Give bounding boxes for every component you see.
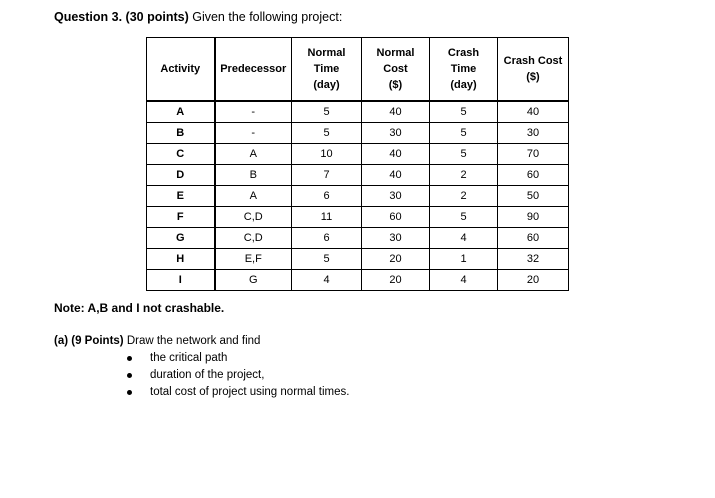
cell-crash-time: 2 <box>430 185 498 206</box>
list-item-text: duration of the project, <box>150 369 265 381</box>
cell-activity: H <box>147 248 215 269</box>
list-item <box>127 350 349 367</box>
cell-activity: A <box>147 101 215 123</box>
header-normal-cost-line: ($) <box>388 78 403 91</box>
part-a-label: (a) (9 Points) <box>54 335 124 347</box>
cell-predecessor: G <box>215 269 292 290</box>
bullet-icon <box>127 390 132 395</box>
list-item-text: the critical path <box>150 352 228 364</box>
cell-normal-cost: 40 <box>362 143 430 164</box>
header-normal-time-line: (day) <box>313 78 340 91</box>
table-row <box>147 143 569 164</box>
cell-crash-time: 4 <box>430 227 498 248</box>
cell-crash-time: 1 <box>430 248 498 269</box>
header-normal-cost-line: Cost <box>383 62 408 75</box>
header-activity: Activity <box>147 38 215 101</box>
header-crash-time-line: Crash <box>447 46 480 59</box>
cell-activity: I <box>147 269 215 290</box>
note-text: Note: A,B and I not crashable. <box>54 301 225 315</box>
cell-normal-time: 10 <box>292 143 362 164</box>
question-title <box>54 10 342 24</box>
cell-predecessor: C,D <box>215 206 292 227</box>
cell-predecessor: - <box>215 122 292 143</box>
cell-normal-time: 5 <box>292 101 362 123</box>
cell-crash-cost: 60 <box>498 164 569 185</box>
header-normal-cost-line: Normal <box>376 46 415 59</box>
cell-crash-cost: 90 <box>498 206 569 227</box>
header-crash-time <box>430 38 498 101</box>
table-row <box>147 206 569 227</box>
cell-activity: C <box>147 143 215 164</box>
cell-crash-cost: 60 <box>498 227 569 248</box>
part-a-list <box>127 350 349 401</box>
cell-normal-time: 5 <box>292 248 362 269</box>
project-table <box>146 37 569 291</box>
cell-crash-cost: 30 <box>498 122 569 143</box>
part-a-text: Draw the network and find <box>123 335 261 347</box>
question-label: Question 3. (30 points) <box>54 10 189 24</box>
table-row <box>147 164 569 185</box>
header-crash-time-line: Time <box>450 62 477 75</box>
header-normal-time <box>292 38 362 101</box>
list-item <box>127 384 349 401</box>
cell-crash-cost: 20 <box>498 269 569 290</box>
cell-normal-cost: 60 <box>362 206 430 227</box>
cell-crash-time: 2 <box>430 164 498 185</box>
header-predecessor: Predecessor <box>215 38 292 101</box>
bullet-icon <box>127 356 132 361</box>
cell-activity: B <box>147 122 215 143</box>
cell-normal-cost: 20 <box>362 269 430 290</box>
cell-predecessor: E,F <box>215 248 292 269</box>
cell-crash-time: 5 <box>430 122 498 143</box>
cell-crash-time: 5 <box>430 143 498 164</box>
header-crash-time-line: (day) <box>450 78 477 91</box>
cell-normal-cost: 40 <box>362 101 430 123</box>
cell-predecessor: C,D <box>215 227 292 248</box>
part-a-heading <box>54 335 260 347</box>
cell-normal-cost: 30 <box>362 122 430 143</box>
cell-crash-cost: 32 <box>498 248 569 269</box>
header-crash-cost <box>498 38 569 101</box>
cell-activity: D <box>147 164 215 185</box>
cell-normal-time: 5 <box>292 122 362 143</box>
cell-crash-cost: 70 <box>498 143 569 164</box>
header-crash-cost-line: Crash Cost <box>503 54 563 67</box>
cell-normal-time: 7 <box>292 164 362 185</box>
table-row <box>147 101 569 123</box>
table-row <box>147 227 569 248</box>
cell-activity: G <box>147 227 215 248</box>
cell-predecessor: A <box>215 143 292 164</box>
cell-normal-time: 4 <box>292 269 362 290</box>
cell-normal-time: 6 <box>292 227 362 248</box>
cell-crash-cost: 40 <box>498 101 569 123</box>
cell-crash-time: 5 <box>430 101 498 123</box>
header-normal-cost <box>362 38 430 101</box>
list-item-text: total cost of project using normal times. <box>150 386 350 398</box>
cell-crash-time: 4 <box>430 269 498 290</box>
cell-normal-time: 6 <box>292 185 362 206</box>
header-normal-time-line: Normal <box>307 46 346 59</box>
table-row <box>147 269 569 290</box>
table-row <box>147 248 569 269</box>
cell-predecessor: B <box>215 164 292 185</box>
cell-normal-cost: 30 <box>362 185 430 206</box>
table-row <box>147 122 569 143</box>
table-header-row <box>147 38 569 101</box>
cell-normal-time: 11 <box>292 206 362 227</box>
cell-predecessor: - <box>215 101 292 123</box>
cell-predecessor: A <box>215 185 292 206</box>
cell-normal-cost: 20 <box>362 248 430 269</box>
cell-crash-cost: 50 <box>498 185 569 206</box>
header-crash-cost-line: ($) <box>526 70 540 83</box>
bullet-icon <box>127 373 132 378</box>
cell-normal-cost: 40 <box>362 164 430 185</box>
cell-activity: F <box>147 206 215 227</box>
header-normal-time-line: Time <box>313 62 340 75</box>
cell-normal-cost: 30 <box>362 227 430 248</box>
cell-crash-time: 5 <box>430 206 498 227</box>
list-item <box>127 367 349 384</box>
cell-activity: E <box>147 185 215 206</box>
question-text: Given the following project: <box>188 10 343 24</box>
table-row <box>147 185 569 206</box>
